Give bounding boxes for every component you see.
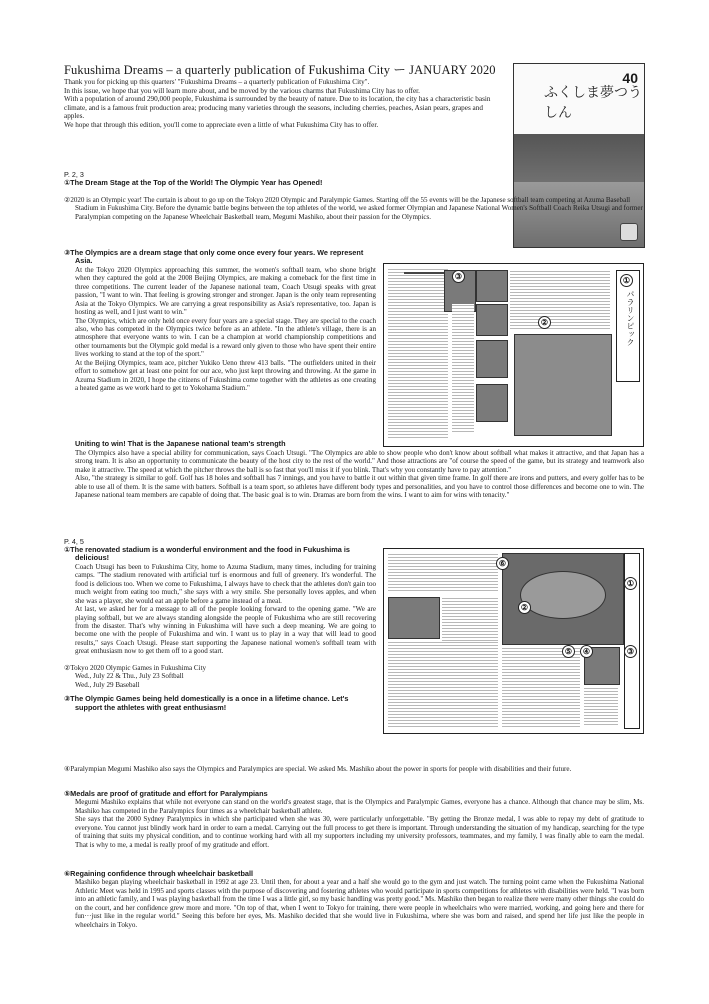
intro-text <box>64 78 500 130</box>
intro-line: Thank you for picking up this quarters' "Fukushima Dreams – a quarterly publication of Fukushima City". <box>64 78 370 86</box>
article-column <box>64 546 376 712</box>
paragraph: Also, "the strategy is similar to golf. Golf has 18 holes and softball has 7 innings, and you have to battle it out within that given time frame. In golf there are irons and putters, and every golfer has to be able to use all of them. It is the same with batters. Softball is a team sport, so athletes have different body types and personalities, and you have to control those differences and become one to win. The Japanese national team members are capable of doing that. The basic goal is to win. Dramas are born from the wins. I want to aim for wins with tenacity." <box>75 474 644 500</box>
marker-1: ① <box>624 577 637 590</box>
subheading: ③The Olympic Games being held domestically is a once in a lifetime chance. Let's support the athletes with great enthusiasm! <box>64 694 349 712</box>
paragraph: ④Paralympian Megumi Mashiko also says the Olympics and Paralympics are special. We asked Ms. Mashiko about the power in sports for people with disabilities and their future. <box>64 765 572 773</box>
article-column <box>64 870 644 929</box>
subheading: ①The renovated stadium is a wonderful environment and the food in Fukushima is delicious! <box>64 545 350 563</box>
marker-6: ⑥ <box>496 557 509 570</box>
paragraph: ②2020 is an Olympic year! The curtain is about to go up on the Tokyo 2020 Olympic and Paralympic Games. Starting off the 55 events will be the Japanese softball team competing at Azuma Baseball Stadium in Fukushima City. Before the dynamic battle begins between the top athletes of the world, we asked former Olympian and Japanese National Women's Softball Coach Reika Utsugi and former Paralympian competing on the Japanese Wheelchair Basketball team, Megumi Mashiko, about their passion for the Olympics. <box>64 196 643 221</box>
article-body <box>64 563 376 656</box>
marker-2: ② <box>538 316 551 329</box>
marker-4: ④ <box>580 645 593 658</box>
section-page-label: P. 4, 5 <box>64 537 84 546</box>
subheading: ⑤Medals are proof of gratitude and effort for Paralympians <box>64 789 268 798</box>
event-schedule <box>64 664 376 689</box>
schedule-item: Wed., July 29 Baseball <box>75 680 140 689</box>
section-page-label: P. 2, 3 <box>64 170 84 179</box>
paragraph: Coach Utsugi has been to Fukushima City, home to Azuma Stadium, many times, including for training camps. "The stadium renovated with artificial turf is enormous and full of greenery. It's wonderful. The food is delicious too. When we come to Fukushima, I always have to check that the athletes don't gain too much weight from eating too much," she says with a wry smile. She personally loves apples, and when she was a player, she would eat an apple before a game instead of a meal. <box>75 562 376 605</box>
marker-3: ③ <box>452 270 465 283</box>
cover-magazine-name: ふくしま夢つうしん <box>544 85 642 121</box>
magazine-spread-image <box>383 263 644 447</box>
spread-vertical-title: パラリンピック <box>626 290 635 346</box>
section-heading: ①The Dream Stage at the Top of the World! The Olympic Year has Opened! <box>64 178 323 187</box>
intro-line: With a population of around 290,000 people, Fukushima is surrounded by the beauty of nature. Due to its location, the city has a characteristic basin climate, and is a famous fruit production area; producing many varieties through the seasons, including cherries, peaches, Asian pears, grapes and apples. <box>64 95 491 121</box>
paragraph: The Olympics, which are only held once every four years are a special stage. They are special to the coach also, who has competed in the Olympics twice before as an athlete. "In the athlete's village, there is an atmosphere that everyone wants to win. I can be a champion at world championship competitions and other tournaments but the Olympic gold medal is a reward only given to those who have spent their entire lives working to stand at the top of the sport." <box>75 316 376 359</box>
article-column <box>64 249 376 393</box>
paragraph: At the Tokyo 2020 Olympics approaching this summer, the women's softball team, who shone bright when they captured the gold at the 2008 Beijing Olympics, are making a comeback for the first time in three competitions. The current leader of the Japanese national team, Coach Utsugi speaks with great passion, "I want to win. That feeling is growing stronger and stronger. Japan is the only team representing Asia at the Tokyo Olympics. We are carrying a great responsibility as Asia's representative, too. Japan is hosting as well, and I just want to win." <box>75 265 376 317</box>
paragraph: Mashiko began playing wheelchair basketball in 1992 at age 23. Until then, for about a year and a half she would go to the gym and just watch. The turning point came when the Fukushima National Athletic Meet was held in 1995 and sports classes with the purpose of discovering and fostering athletes who would participate in sports competitions for athletes with disabilities were held. "I was born into an athletic family, and I was playing basketball from the time I was a little girl, so my basic handling was pretty good." Ms. Mashiko then began to realize there were many other things she could do on the court, and her confidence grew more and more. "On top of that, when I went to Tokyo for training, there were people in wheelchairs who were married, working, and going here and there for fun···just like in the regular world." Seeing this before her eyes, Ms. Mashiko decided that she would live in Fukushima, where she was born and raised, and spend her life just like the people in wheelchairs in Tokyo. <box>75 878 644 929</box>
paragraph: The Olympics also have a special ability for communication, says Coach Utsugi. "The Olympics are able to show people who don't know about softball what makes it attractive, and that Japan has a strong team. It is also an opportunity to communicate the beauty of the host city to the rest of the world." And those attractions are "of course the speed of the game, but its strategy and teamwork also make it attractive. The speed at which the pitcher throws the ball is so fast that you'll miss it if you blink. That's why you constantly have to pay attention." <box>75 449 644 474</box>
paragraph: She says that the 2000 Sydney Paralympics in which she participated when she was 30, were particularly unforgettable. "By getting the Bronze medal, I was able to repay my debt of gratitude to everyone. You cannot just blindly work hard in order to earn a medal. Carrying out the full process to get there is important. Through understanding the situation of my handicap, searching for the type of training that suits my physical condition, and to continue working hard with all my supporters including my university professors, teammates, and my family, I was finally able to earn the medal. That is why to me, a medal is really proof of my gratitude and effort. <box>75 815 644 849</box>
paragraph: At last, we asked her for a message to all of the people looking forward to the opening game. "We are playing softball, but we are always standing alongside the people of Fukushima who are still recovering from the disaster. That's why winning in Fukushima will have such a deep meaning. We are going to become one with the people of Fukushima and win. I want us to play in a way that will lead to good results," says Coach Utsugi. Please start supporting the Japanese national women's softball team with great enthusiasm now to get them off to a good start. <box>75 605 376 656</box>
schedule-heading: ②Tokyo 2020 Olympic Games in Fukushima City <box>64 663 207 672</box>
section-paragraph <box>64 196 644 221</box>
intro-line: We hope that through this edition, you'll come to appreciate even a little of what Fukushima City has to offer. <box>64 120 379 129</box>
article-column <box>64 790 644 849</box>
subheading: Uniting to win! That is the Japanese national team's strength <box>75 439 286 448</box>
marker-2: ② <box>518 601 531 614</box>
subheading: ③The Olympics are a dream stage that only come once every four years. We represent Asia. <box>64 248 364 266</box>
cover-issue-number: 40 <box>622 70 638 86</box>
schedule-item: Wed., July 22 & Thu., July 23 Softball <box>75 672 184 681</box>
subheading: ⑥Regaining confidence through wheelchair basketball <box>64 869 254 878</box>
article-body <box>64 266 376 393</box>
article-body <box>75 449 644 500</box>
marker-5: ⑤ <box>562 645 575 658</box>
marker-3: ③ <box>624 645 637 658</box>
article-body <box>64 878 644 929</box>
page-title: Fukushima Dreams – a quarterly publication of Fukushima City ー JANUARY 2020 <box>64 63 496 77</box>
magazine-spread-image <box>383 548 644 734</box>
section-paragraph <box>64 765 644 773</box>
paragraph: At the Beijing Olympics, team ace, pitcher Yukiko Ueno threw 413 balls. "The outfielders united in their effort to somehow get at least one point for our ace, who just kept throwing and throwing. At the game in Azuma Stadium in 2020, I hope the citizens of Fukushima come together with the athletes as one creating a heated game as we work hard to get to Yokohama Stadium." <box>75 358 376 393</box>
paragraph: Megumi Mashiko explains that while not everyone can stand on the world's greatest stage, that is the Olympics and Paralympic Games, everyone has a chance. Although that chance may be slim, Ms. Mashiko has competed in the Paralympics four times as a wheelchair basketball athlete. <box>75 798 644 815</box>
marker-1: ① <box>620 274 633 287</box>
olympic-emblem-icon <box>620 223 638 241</box>
article-body <box>64 798 644 849</box>
intro-line: In this issue, we hope that you will learn more about, and be moved by the various charms that Fukushima City has to offer. <box>64 86 420 95</box>
